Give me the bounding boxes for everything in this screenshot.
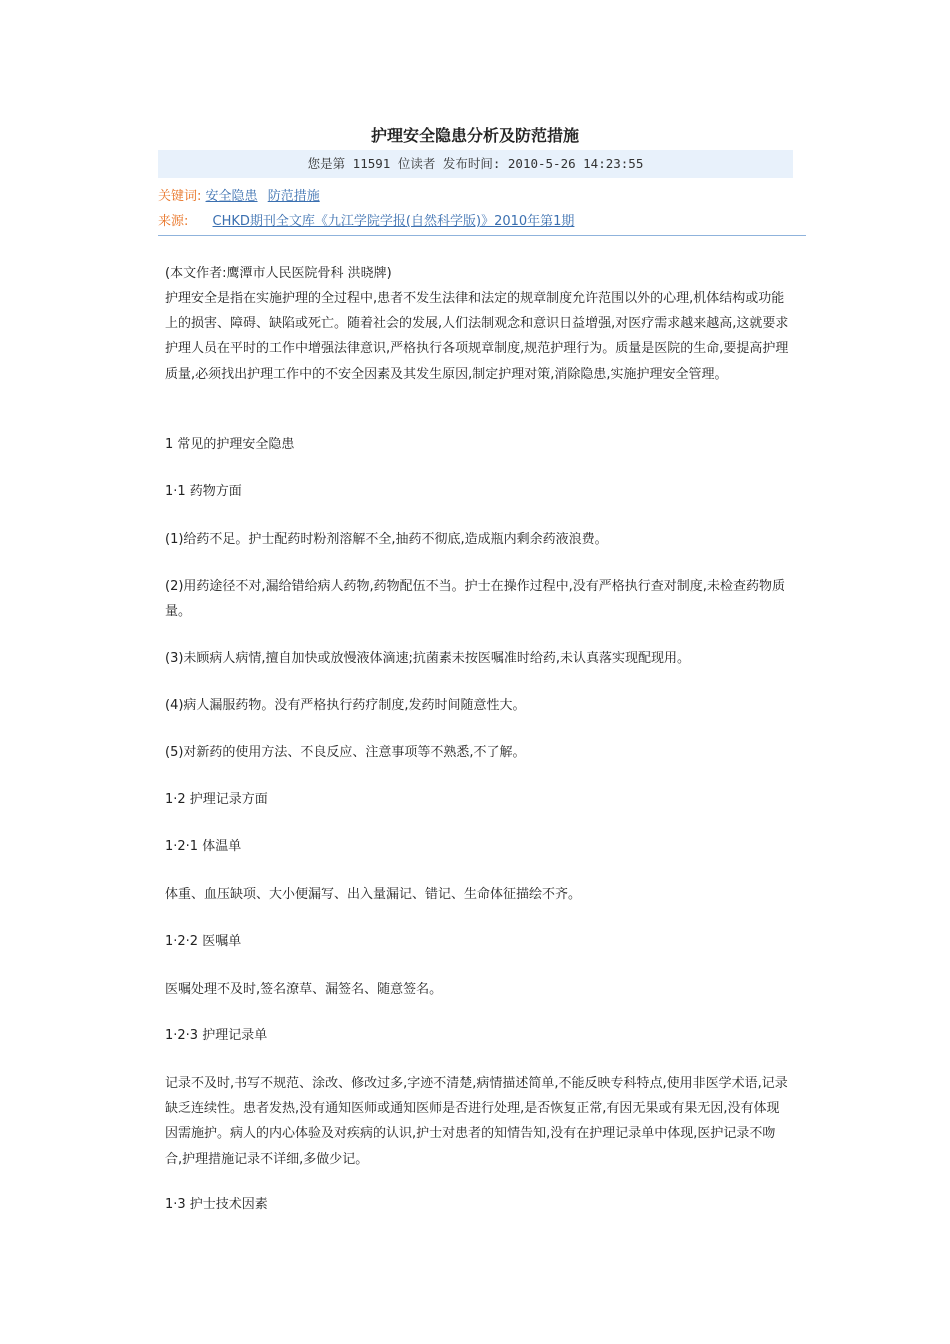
header-divider — [158, 235, 806, 236]
list-item-2: (2)用药途径不对,漏给错给病人药物,药物配伍不当。护士在操作过程中,没有严格执行查对制度,未检查药物质量。 — [165, 579, 785, 620]
keyword-link-safety-hazard[interactable]: 安全隐患 — [205, 189, 258, 204]
intro-paragraph: 护理安全是指在实施护理的全过程中,患者不发生法律和法定的规章制度允许范围以外的心理,机体结构或功能上的损害、障碍、缺陷或死亡。随着社会的发展,人们法制观念和意识日益增强,对医疗需求越来越高,这就要求护理人员在平时的工作中增强法律意识,严格执行各项规章制度,规范护理行为。质量是医院的生命,要提高护理质量,必须找出护理工作中的不安全因素及其发生原因,制定护理对策,消除隐患,实施护理安全管理。 — [165, 291, 789, 382]
source-label: 来源: — [158, 214, 189, 229]
list-item-3: (3)未顾病人病情,擅自加快或放慢液体滴速;抗菌素未按医嘱准时给药,未认真落实现配现用。 — [165, 651, 691, 666]
reader-count-and-publish-time: 您是第 11591 位读者 发布时间: 2010-5-26 14:23:55 — [158, 150, 793, 178]
temperature-sheet-paragraph: 体重、血压缺项、大小便漏写、出入量漏记、错记、生命体征描绘不齐。 — [165, 887, 582, 902]
section-1-1-heading: 1·1 药物方面 — [165, 484, 242, 499]
source-line — [158, 213, 580, 231]
section-1-2-1-heading: 1·2·1 体温单 — [165, 839, 242, 854]
source-link[interactable]: CHKD期刊全文库《九江学院学报(自然科学版)》2010年第1期 — [212, 214, 575, 229]
keywords-label: 关键词: — [158, 189, 202, 204]
section-1-heading: 1 常见的护理安全隐患 — [165, 437, 295, 452]
section-1-3-heading: 1·3 护士技术因素 — [165, 1197, 268, 1212]
author-note: (本文作者:鹰潭市人民医院骨科 洪晓牌) — [165, 266, 392, 281]
keyword-link-prevention[interactable]: 防范措施 — [267, 189, 320, 204]
list-item-5: (5)对新药的使用方法、不良反应、注意事项等不熟悉,不了解。 — [165, 745, 526, 760]
article-title: 护理安全隐患分析及防范措施 — [370, 126, 579, 145]
list-item-4: (4)病人漏服药物。没有严格执行药疗制度,发药时间随意性大。 — [165, 698, 526, 713]
section-1-2-3-heading: 1·2·3 护理记录单 — [165, 1028, 268, 1043]
nursing-record-paragraph: 记录不及时,书写不规范、涂改、修改过多,字迹不清楚,病情描述简单,不能反映专科特点,使用非医学术语,记录缺乏连续性。患者发热,没有通知医师或通知医师是否进行处理,是否恢复正常,有因无果或有果无因,没有体现因需施护。病人的内心体验及对疾病的认识,护士对患者的知情告知,没有在护理记录单中体现,医护记录不吻合,护理措施记录不详细,多做少记。 — [165, 1076, 788, 1167]
section-1-2-2-heading: 1·2·2 医嘱单 — [165, 934, 242, 949]
order-sheet-paragraph: 医嘱处理不及时,签名潦草、漏签名、随意签名。 — [165, 982, 443, 997]
keywords-line — [158, 188, 326, 206]
section-1-2-heading: 1·2 护理记录方面 — [165, 792, 268, 807]
list-item-1: (1)给药不足。护士配药时粉剂溶解不全,抽药不彻底,造成瓶内剩余药液浪费。 — [165, 532, 608, 547]
